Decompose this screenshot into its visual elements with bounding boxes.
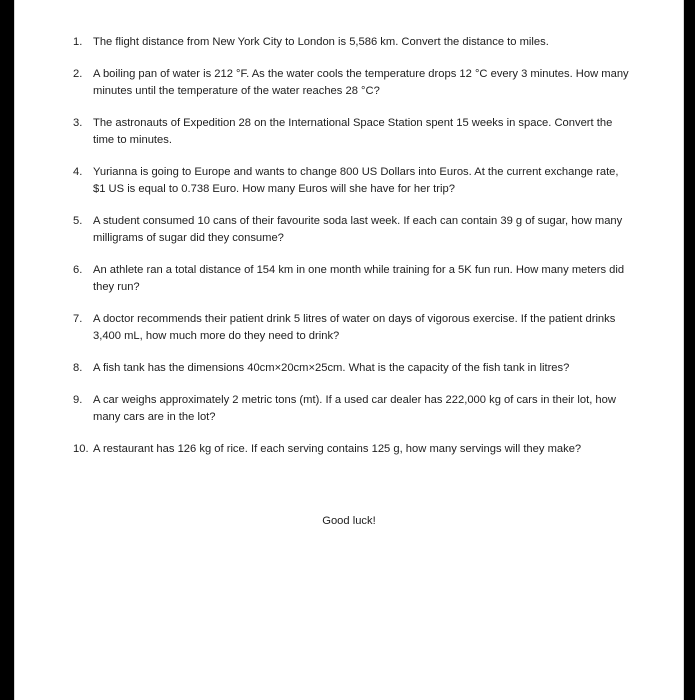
problem-item-5: [73, 213, 633, 247]
problem-item-6: [73, 262, 633, 296]
problem-text: Yurianna is going to Europe and wants to change 800 US Dollars into Euros. At the current exchange rate, $1 US is equal to 0.738 Euro. How many Euros will she have for her trip?: [93, 166, 619, 195]
problem-number: 6.: [73, 264, 83, 276]
problem-text: The flight distance from New York City to London is 5,586 km. Convert the distance to miles.: [93, 36, 549, 48]
problem-number: 5.: [73, 215, 83, 227]
problem-item-4: [73, 164, 633, 198]
problem-number: 10.: [73, 443, 89, 455]
problem-text: A doctor recommends their patient drink 5 litres of water on days of vigorous exercise. If the patient drinks 3,400 mL, how much more do they need to drink?: [93, 313, 616, 342]
problem-text: An athlete ran a total distance of 154 km in one month while training for a 5K fun run. How many meters did they run?: [93, 264, 625, 293]
problem-item-8: [73, 360, 633, 377]
problem-item-9: [73, 392, 633, 426]
problem-text: The astronauts of Expedition 28 on the International Space Station spent 15 weeks in space. Convert the time to minutes.: [93, 117, 613, 146]
closing-note: Good luck!: [322, 515, 376, 527]
problem-item-10: [73, 441, 633, 458]
problem-item-3: [73, 115, 633, 149]
problem-list: [73, 34, 633, 473]
problem-text: A student consumed 10 cans of their favourite soda last week. If each can contain 39 g of sugar, how many milligrams of sugar did they consume?: [93, 215, 623, 244]
problem-number: 2.: [73, 68, 83, 80]
problem-item-1: [73, 34, 633, 51]
problem-number: 3.: [73, 117, 83, 129]
problem-number: 4.: [73, 166, 83, 178]
problem-item-7: [73, 311, 633, 345]
problem-text: A fish tank has the dimensions 40cm×20cm×25cm. What is the capacity of the fish tank in litres?: [93, 362, 570, 374]
problem-text: A car weighs approximately 2 metric tons (mt). If a used car dealer has 222,000 kg of cars in their lot, how many cars are in the lot?: [93, 394, 616, 423]
problem-number: 1.: [73, 36, 83, 48]
worksheet-page: [14, 0, 684, 700]
problem-text: A boiling pan of water is 212 °F. As the water cools the temperature drops 12 °C every 3 minutes. How many minutes until the temperature of the water reaches 28 °C?: [93, 68, 629, 97]
problem-number: 8.: [73, 362, 83, 374]
problem-item-2: [73, 66, 633, 100]
problem-number: 9.: [73, 394, 83, 406]
problem-text: A restaurant has 126 kg of rice. If each serving contains 125 g, how many servings will they make?: [93, 443, 582, 455]
problem-number: 7.: [73, 313, 83, 325]
